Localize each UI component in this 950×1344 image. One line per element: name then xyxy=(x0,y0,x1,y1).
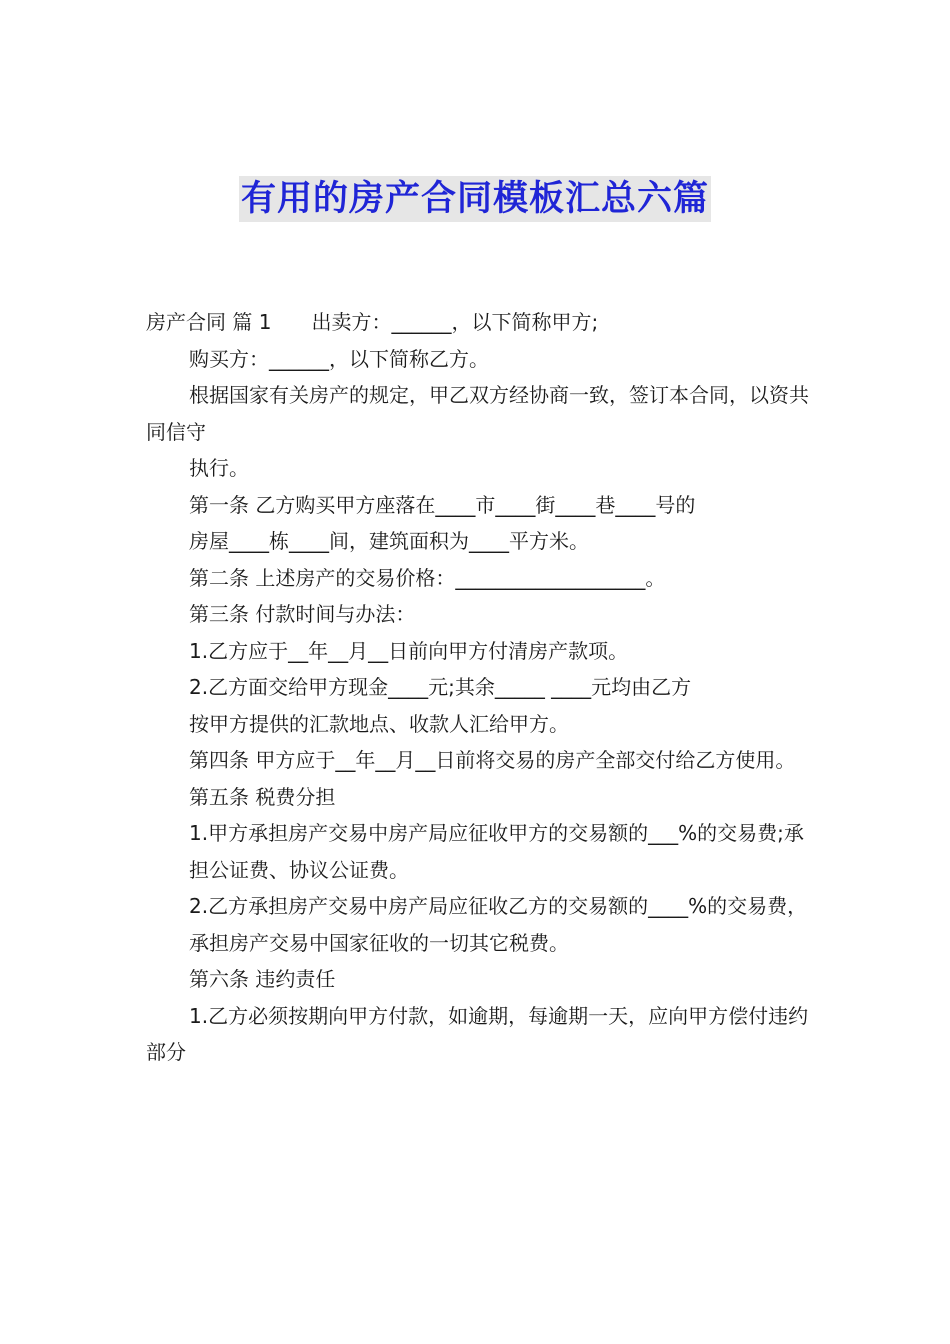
buyer-line: 购买方：______，以下简称乙方。 xyxy=(189,346,489,371)
article-3-item-2-b: 按甲方提供的汇款地点、收款人汇给甲方。 xyxy=(189,711,569,736)
article-5-item-1: 1.甲方承担房产交易中房产局应征收甲方的交易额的___%的交易费;承 xyxy=(189,821,804,845)
article-3-item-2-a: 2.乙方面交给甲方现金____元;其余_____ ____元均由乙方 xyxy=(189,675,692,699)
article-5-item-2: 2.乙方承担房产交易中房产局应征收乙方的交易额的____%的交易费， xyxy=(189,894,808,918)
article-1-line-b: 房屋____栋____间，建筑面积为____平方米。 xyxy=(189,529,589,553)
article-6-item-1: 1.乙方必须按期向甲方付款，如逾期，每逾期一天，应向甲方偿付违约部分 xyxy=(146,1003,809,1064)
document-title: 有用的房产合同模板汇总六篇 xyxy=(239,176,711,222)
preamble-paragraph: 根据国家有关房产的规定，甲乙双方经协商一致，签订本合同，以资共同信守 xyxy=(146,383,809,444)
article-1-line-a: 第一条 乙方购买甲方座落在____市____街____巷____号的 xyxy=(189,492,696,517)
document-body xyxy=(146,304,816,1071)
article-5: 第五条 税费分担 xyxy=(189,784,336,809)
article-5-item-2-cont: 承担房产交易中国家征收的一切其它税费。 xyxy=(189,930,569,955)
article-5-item-1-cont: 担公证费、协议公证费。 xyxy=(189,857,409,882)
article-6: 第六条 违约责任 xyxy=(189,967,336,991)
title-container xyxy=(0,176,950,222)
preamble-continuation: 执行。 xyxy=(189,456,249,480)
contract-heading-label: 房产合同 篇 1 xyxy=(146,310,272,334)
article-3: 第三条 付款时间与办法： xyxy=(189,602,416,626)
article-3-item-1: 1.乙方应于__年__月__日前向甲方付清房产款项。 xyxy=(189,638,629,663)
paragraph-heading-seller xyxy=(146,304,816,341)
seller-line: 出卖方：______，以下简称甲方; xyxy=(311,310,599,334)
article-2: 第二条 上述房产的交易价格：___________________。 xyxy=(189,565,666,590)
article-4: 第四条 甲方应于__年__月__日前将交易的房产全部交付给乙方使用。 xyxy=(189,748,796,772)
